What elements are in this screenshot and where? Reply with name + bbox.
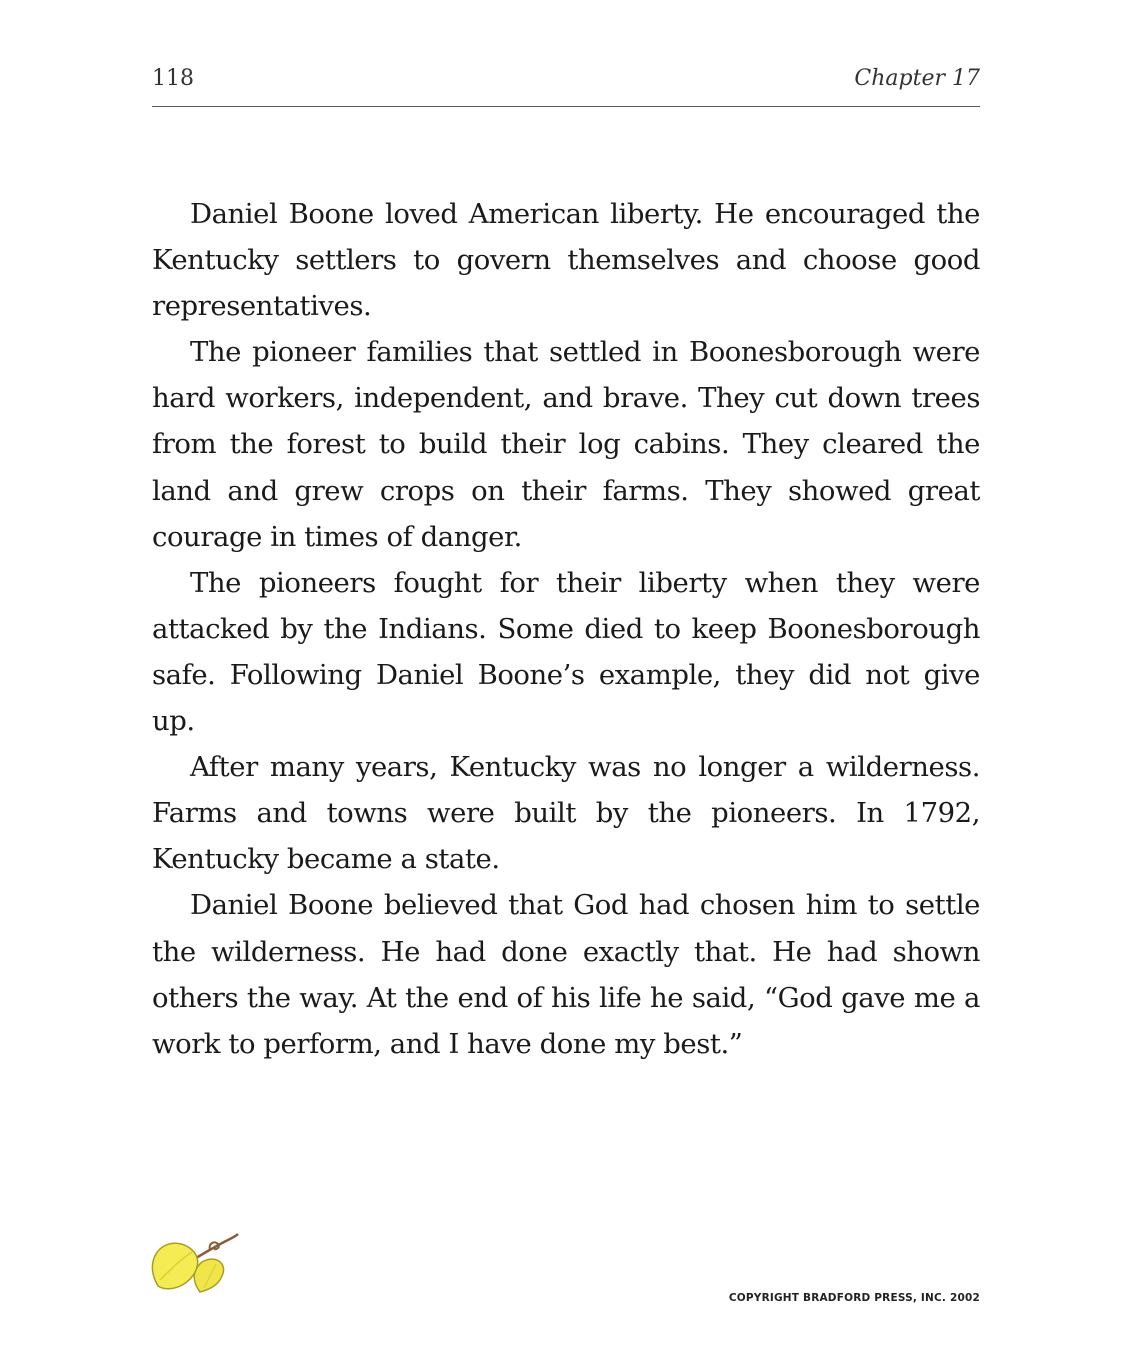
chapter-label: Chapter 17	[854, 66, 980, 91]
page-header	[152, 66, 980, 106]
paragraph: The pioneer families that settled in Boonesborough were hard workers, independent, and brave. They cut down trees from the forest to build their log cabins. They cleared the land and grew crops on their farms. They showed great courage in times of danger.	[152, 336, 980, 553]
header-rule	[152, 106, 980, 107]
yellow-leaves-icon	[150, 1232, 242, 1296]
paragraph: Daniel Boone believed that God had chosen him to settle the wilderness. He had done exactly that. He had shown others the way. At the end of his life he said, “God gave me a work to perform, and I have done my best.”	[152, 889, 980, 1060]
leaf-back	[194, 1259, 223, 1292]
leaf-stem	[196, 1234, 238, 1258]
paragraph: Daniel Boone loved American liberty. He encouraged the Kentucky settlers to govern themselves and choose good representatives.	[152, 198, 980, 323]
paragraph: After many years, Kentucky was no longer a wilderness. Farms and towns were built by the pioneers. In 1792, Kentucky became a state.	[152, 751, 980, 876]
paragraph: The pioneers fought for their liberty when they were attacked by the Indians. Some died to keep Boonesborough safe. Following Daniel Boone’s example, they did not give up.	[152, 566, 980, 738]
copyright-notice: COPYRIGHT BRADFORD PRESS, INC. 2002	[728, 1292, 980, 1304]
body-text	[152, 191, 980, 1067]
page-number: 118	[152, 66, 194, 91]
